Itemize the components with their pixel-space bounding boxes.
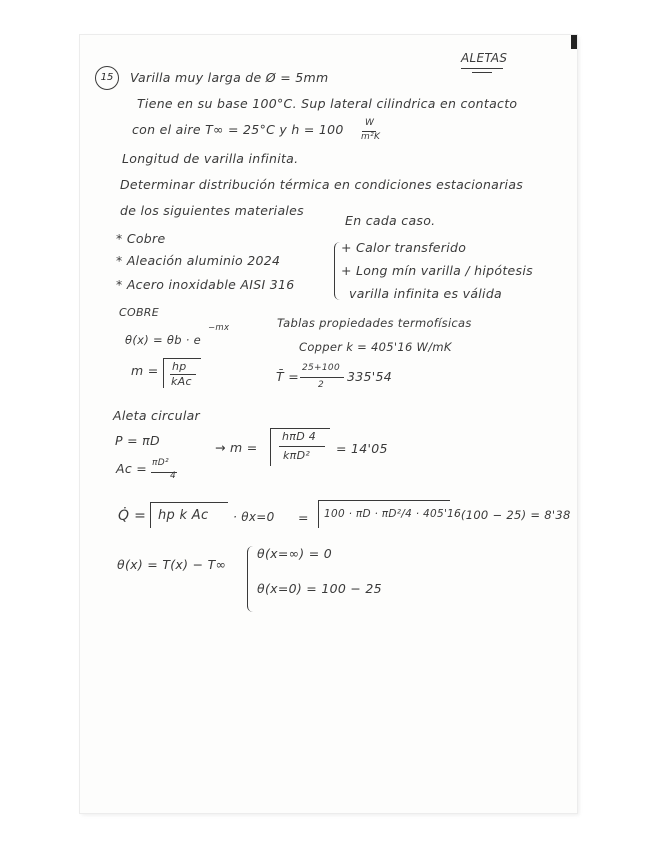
film-temp-line [300, 377, 344, 378]
h-unit-bottom: m²K [361, 132, 381, 142]
boundary-brace [247, 546, 254, 612]
statement-line-2: Tiene en su base 100°C. Sup lateral cilindrica en contacto [137, 96, 518, 111]
heat-rate-label: Q̇ = [118, 508, 147, 524]
boundary-condition: θ(x=0) = 100 − 25 [257, 581, 382, 596]
film-temp-numerator: 25+100 [302, 363, 340, 373]
statement-line-4: Longitud de varilla infinita. [122, 151, 299, 166]
tablas-note: Tablas propiedades termofísicas [277, 316, 472, 330]
tasks-brace [334, 242, 341, 300]
sqrt-symbol [318, 500, 319, 528]
task-item: + Calor transferido [341, 240, 467, 255]
m-numerator: hπD 4 [282, 430, 317, 443]
material-item: * Aleación aluminio 2024 [116, 253, 281, 268]
film-temp-denominator: 2 [318, 380, 325, 390]
statement-line-6-right: En cada caso. [345, 213, 436, 228]
m-fraction-line [279, 446, 325, 447]
title-underline-2 [472, 72, 492, 73]
statement-line-6: de los siguientes materiales [120, 203, 304, 218]
sqrt-symbol [150, 502, 151, 528]
statement-line-5: Determinar distribución térmica en condiciones estacionarias [120, 177, 524, 192]
equals-sign: = [298, 510, 309, 525]
page-title: ALETAS [461, 51, 508, 65]
sqrt-symbol [163, 358, 164, 388]
problem-number: 15 [95, 66, 119, 90]
area-label: Ac = [116, 461, 148, 476]
sqrt-bar [163, 358, 201, 359]
perimeter-equation: P = πD [115, 433, 160, 448]
section-heading-aleta: Aleta circular [113, 408, 201, 423]
page-edge-mark [571, 35, 577, 49]
task-item: varilla infinita es válida [349, 286, 503, 301]
area-denominator: 4 [170, 471, 177, 481]
material-item: * Acero inoxidable AISI 316 [116, 277, 295, 292]
boundary-condition: θ(x=∞) = 0 [257, 546, 333, 561]
m-equation-label: m = [131, 363, 159, 378]
m-denominator: kAc [171, 375, 192, 388]
film-temp-label: T̄ = [276, 369, 299, 384]
m-value: = 14'05 [336, 441, 388, 456]
film-temp-value: 335'54 [347, 369, 393, 384]
copper-conductivity: Copper k = 405'16 W/mK [299, 340, 452, 354]
theta-base-term: · θx=0 [233, 510, 275, 524]
h-unit-top: W [365, 118, 375, 128]
theta-definition: θ(x) = T(x) − T∞ [117, 557, 227, 572]
m-denominator: kπD² [283, 449, 311, 462]
m-arrow-label: → m = [215, 440, 258, 455]
task-item: + Long mín varilla / hipótesis [341, 263, 533, 278]
sqrt-symbol [270, 428, 271, 466]
sqrt-bar [150, 502, 228, 503]
title-underline [461, 68, 503, 69]
statement-line-3: con el aire T∞ = 25°C y h = 100 [132, 122, 344, 137]
sqrt-bar [270, 428, 330, 429]
sqrt-bar [318, 500, 450, 501]
statement-line-1: Varilla muy larga de Ø = 5mm [130, 70, 329, 85]
heat-rate-radicand-values: 100 · πD · πD²/4 · 405'16 [324, 508, 462, 520]
heat-rate-radicand: hp k Ac [158, 508, 209, 523]
heat-rate-result: · (100 − 25) = 8'38 [453, 508, 571, 522]
theta-exponent: −mx [208, 323, 230, 333]
area-numerator: πD² [152, 458, 169, 468]
section-heading-cobre: COBRE [119, 306, 159, 319]
m-numerator: hp [172, 360, 187, 373]
material-item: * Cobre [116, 231, 166, 246]
theta-equation: θ(x) = θb · e [125, 333, 202, 347]
